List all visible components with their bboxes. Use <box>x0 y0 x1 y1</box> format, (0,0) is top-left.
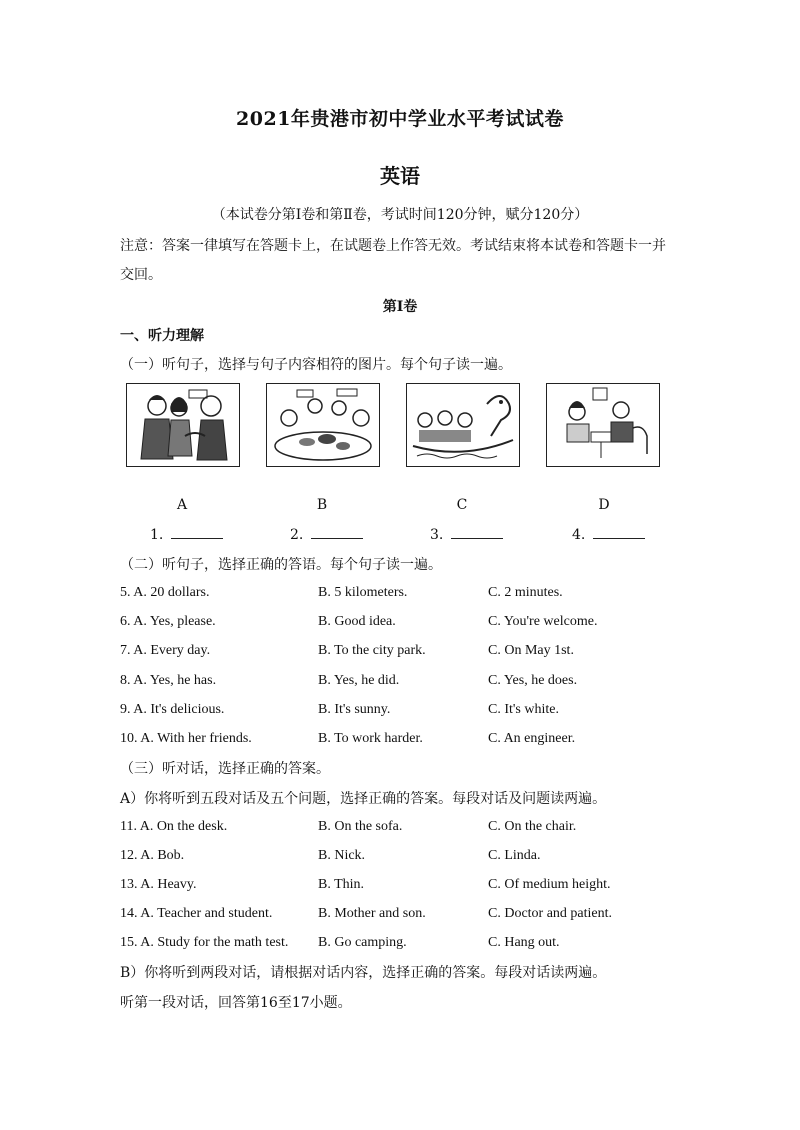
picture-label-a: A <box>176 497 188 513</box>
picture-label-d: D <box>598 497 610 513</box>
people-greeting-picture <box>127 384 239 466</box>
option-a[interactable]: 5. A. 20 dollars. <box>120 585 210 600</box>
answer-slot-number: 2. <box>290 527 304 543</box>
subsection-1: （一）听句子，选择与句子内容相符的图片。每个句子读一遍。 <box>120 357 512 373</box>
answer-blank[interactable] <box>311 526 363 539</box>
option-b[interactable]: B. Mother and son. <box>318 906 426 921</box>
option-b[interactable]: B. Thin. <box>318 877 365 892</box>
option-a[interactable]: 15. A. Study for the math test. <box>120 935 289 950</box>
question-row <box>120 731 680 749</box>
answer-slot-number: 3. <box>430 527 444 543</box>
subsection-3a: A）你将听到五段对话及五个问题，选择正确的答案。每段对话及问题读两遍。 <box>120 791 607 807</box>
answer-slot-1[interactable] <box>150 526 223 544</box>
question-row <box>120 585 680 603</box>
question-row <box>120 614 680 632</box>
picture-a <box>126 383 240 467</box>
question-row <box>120 819 680 837</box>
option-a[interactable]: 13. A. Heavy. <box>120 877 197 892</box>
option-c[interactable]: C. Hang out. <box>488 935 560 950</box>
option-b[interactable]: B. Good idea. <box>318 614 396 629</box>
question-row <box>120 702 680 720</box>
answer-slot-2[interactable] <box>290 526 363 544</box>
option-b[interactable]: B. Yes, he did. <box>318 673 400 688</box>
option-a[interactable]: 11. A. On the desk. <box>120 819 228 834</box>
subject-title: 英语 <box>380 164 420 188</box>
option-a[interactable]: 10. A. With her friends. <box>120 731 252 746</box>
option-c[interactable]: C. On May 1st. <box>488 643 574 658</box>
question-row <box>120 877 680 895</box>
option-c[interactable]: C. You're welcome. <box>488 614 598 629</box>
option-b[interactable]: B. To the city park. <box>318 643 426 658</box>
option-c[interactable]: C. Linda. <box>488 848 541 863</box>
answer-slot-number: 4. <box>572 527 586 543</box>
exam-title: 2021年贵港市初中学业水平考试试卷 <box>236 108 564 130</box>
option-a[interactable]: 12. A. Bob. <box>120 848 185 863</box>
answer-blank[interactable] <box>171 526 223 539</box>
option-c[interactable]: C. Of medium height. <box>488 877 611 892</box>
exam-info: （本试卷分第Ⅰ卷和第Ⅱ卷，考试时间120分钟，赋分120分） <box>211 207 589 223</box>
question-row <box>120 906 680 924</box>
festive-dinner-picture <box>267 384 379 466</box>
section-heading: 一、听力理解 <box>120 328 204 344</box>
option-b[interactable]: B. It's sunny. <box>318 702 391 717</box>
option-b[interactable]: B. To work harder. <box>318 731 423 746</box>
option-c[interactable]: C. It's white. <box>488 702 559 717</box>
subsection-3b: B）你将听到两段对话，请根据对话内容，选择正确的答案。每段对话读两遍。 <box>120 965 607 981</box>
dragon-boat-picture <box>407 384 519 466</box>
option-b[interactable]: B. On the sofa. <box>318 819 403 834</box>
option-c[interactable]: C. 2 minutes. <box>488 585 563 600</box>
part-heading: 第Ⅰ卷 <box>382 299 418 315</box>
option-a[interactable]: 9. A. It's delicious. <box>120 702 225 717</box>
picture-label-c: C <box>456 497 468 513</box>
option-a[interactable]: 6. A. Yes, please. <box>120 614 216 629</box>
subsection-2: （二）听句子，选择正确的答语。每个句子读一遍。 <box>120 557 442 573</box>
option-c[interactable]: C. Yes, he does. <box>488 673 578 688</box>
option-a[interactable]: 7. A. Every day. <box>120 643 211 658</box>
notice-line-1: 注意：答案一律填写在答题卡上，在试题卷上作答无效。考试结束将本试卷和答题卡一并 <box>120 238 666 254</box>
option-a[interactable]: 8. A. Yes, he has. <box>120 673 217 688</box>
answer-slot-4[interactable] <box>572 526 645 544</box>
option-b[interactable]: B. Go camping. <box>318 935 407 950</box>
question-row <box>120 848 680 866</box>
option-b[interactable]: B. 5 kilometers. <box>318 585 408 600</box>
option-a[interactable]: 14. A. Teacher and student. <box>120 906 273 921</box>
question-row <box>120 643 680 661</box>
answer-slot-3[interactable] <box>430 526 503 544</box>
subsection-3b-first: 听第一段对话，回答第16至17小题。 <box>120 995 352 1011</box>
answer-blank[interactable] <box>593 526 645 539</box>
picture-label-b: B <box>316 497 328 513</box>
picture-d <box>546 383 660 467</box>
answer-blank[interactable] <box>451 526 503 539</box>
answer-slot-number: 1. <box>150 527 164 543</box>
question-row <box>120 673 680 691</box>
option-b[interactable]: B. Nick. <box>318 848 366 863</box>
family-sitting-picture <box>547 384 659 466</box>
option-c[interactable]: C. An engineer. <box>488 731 576 746</box>
option-c[interactable]: C. Doctor and patient. <box>488 906 613 921</box>
subsection-3: （三）听对话，选择正确的答案。 <box>120 761 330 777</box>
notice-line-2: 交回。 <box>120 267 162 283</box>
picture-b <box>266 383 380 467</box>
option-c[interactable]: C. On the chair. <box>488 819 577 834</box>
question-row <box>120 935 680 953</box>
picture-c <box>406 383 520 467</box>
